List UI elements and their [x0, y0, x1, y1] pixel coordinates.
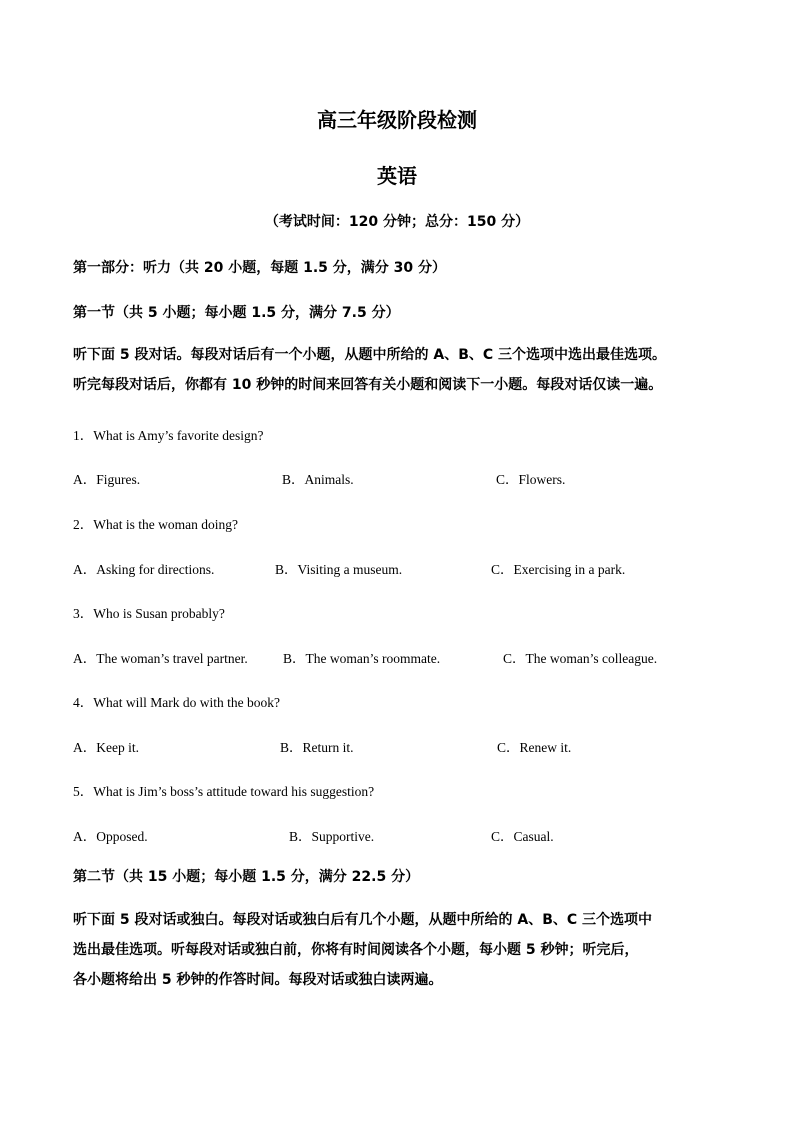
exam-title: 高三年级阶段检测	[317, 108, 477, 132]
question-1: 1．What is Amy’s favorite design?	[73, 428, 264, 443]
q5-option-b: B．Supportive.	[289, 829, 375, 844]
question-4: 4．What will Mark do with the book?	[73, 695, 280, 710]
instruction-line: 听下面 5 段对话或独白。每段对话或独白后有几个小题，从题中所给的 A、B、C 三个选项中	[73, 912, 653, 928]
question-3: 3．Who is Susan probably?	[73, 606, 225, 621]
q5-option-c: C．Casual.	[491, 829, 554, 844]
section2-instructions	[73, 905, 733, 995]
instruction-line: 各小题将给出 5 秒钟的作答时间。每段对话或独白读两遍。	[73, 972, 443, 988]
section1-instructions	[73, 340, 733, 400]
section1-heading: 第一节（共 5 小题；每小题 1.5 分，满分 7.5 分）	[73, 305, 400, 321]
q2-option-a: A．Asking for directions.	[73, 562, 215, 577]
q1-option-c: C．Flowers.	[496, 472, 566, 487]
q3-option-b: B．The woman’s roommate.	[283, 651, 441, 666]
q5-option-a: A．Opposed.	[73, 829, 148, 844]
q4-option-b: B．Return it.	[280, 740, 354, 755]
part1-heading: 第一部分：听力（共 20 小题，每题 1.5 分，满分 30 分）	[73, 260, 447, 276]
instruction-line: 听完每段对话后，你都有 10 秒钟的时间来回答有关小题和阅读下一小题。每段对话仅读一遍。	[73, 377, 663, 393]
q2-option-b: B．Visiting a museum.	[275, 562, 403, 577]
instruction-line: 选出最佳选项。听每段对话或独白前，你将有时间阅读各个小题，每小题 5 秒钟；听完后，	[73, 942, 639, 958]
q4-option-c: C．Renew it.	[497, 740, 572, 755]
exam-info: （考试时间：120 分钟；总分：150 分）	[264, 214, 530, 230]
q4-option-a: A．Keep it.	[73, 740, 139, 755]
subject-title: 英语	[377, 164, 417, 188]
q3-option-a: A．The woman’s travel partner.	[73, 651, 248, 666]
q2-option-c: C．Exercising in a park.	[491, 562, 626, 577]
question-2: 2．What is the woman doing?	[73, 517, 238, 532]
q3-option-c: C．The woman’s colleague.	[503, 651, 658, 666]
question-5: 5．What is Jim’s boss’s attitude toward his suggestion?	[73, 784, 375, 799]
q1-option-a: A．Figures.	[73, 472, 141, 487]
section2-heading: 第二节（共 15 小题；每小题 1.5 分，满分 22.5 分）	[73, 869, 420, 885]
instruction-line: 听下面 5 段对话。每段对话后有一个小题，从题中所给的 A、B、C 三个选项中选出最佳选项。	[73, 347, 667, 363]
q1-option-b: B．Animals.	[282, 472, 354, 487]
